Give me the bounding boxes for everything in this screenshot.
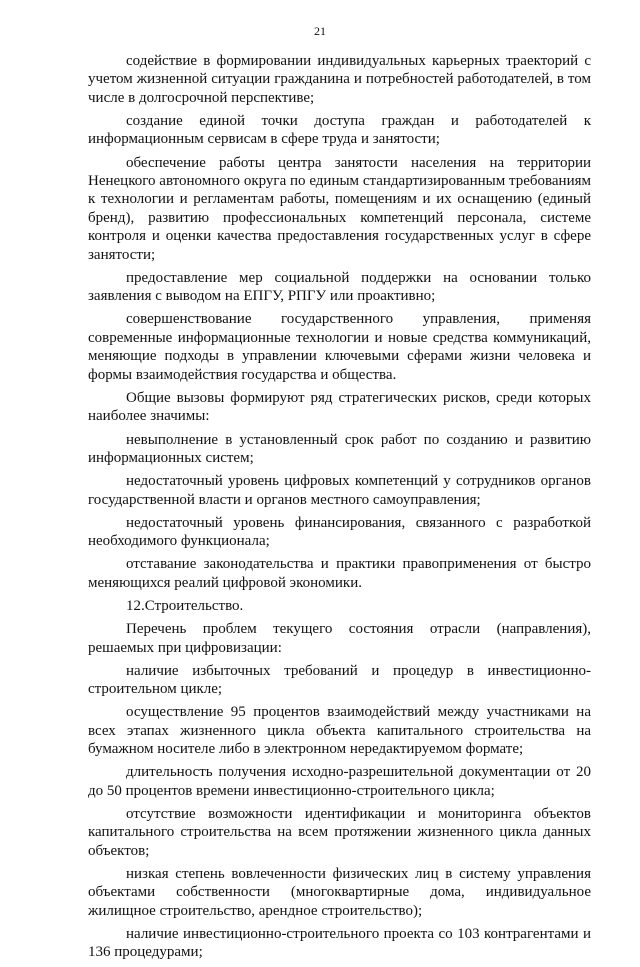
page-number: 21 bbox=[314, 24, 326, 38]
paragraph: длительность получения исходно-разрешительной документации от 20 до 50 процентов времени инвестиционно-строительного цикла; bbox=[88, 764, 591, 799]
paragraph: обеспечение работы центра занятости населения на территории Ненецкого автономного округа по единым стандартизированным требованиям к технологии и регламентам работы, помещениям и их оснащению (единый бренд), развитию профессиональных компетенций персонала, системе контроля и оценки качества предоставления государственных услуг в сфере занятости; bbox=[88, 154, 591, 263]
paragraph: недостаточный уровень финансирования, связанного с разработкой необходимого функционала; bbox=[88, 514, 591, 550]
paragraph: отставание законодательства и практики правоприменения от быстро меняющихся реалий цифровой экономики. bbox=[88, 556, 591, 591]
paragraph: отсутствие возможности идентификации и мониторинга объектов капитального строительства на всем протяжении жизненного цикла данных объектов; bbox=[88, 805, 591, 859]
paragraph: Перечень проблем текущего состояния отрасли (направления), решаемых при цифровизации: bbox=[88, 621, 591, 656]
paragraph: Общие вызовы формируют ряд стратегических рисков, среди которых наиболее значимы: bbox=[88, 389, 591, 425]
paragraph: содействие в формировании индивидуальных карьерных траекторий с учетом жизненной ситуации гражданина и потребностей работодателей, в том числе в долгосрочной перспективе; bbox=[88, 53, 591, 106]
paragraph: наличие избыточных требований и процедур в инвестиционно-строительном цикле; bbox=[88, 662, 591, 698]
paragraph: невыполнение в установленный срок работ по созданию и развитию информационных систем; bbox=[88, 431, 591, 466]
section-heading: 12.Строительство. bbox=[126, 597, 244, 614]
paragraph: осуществление 95 процентов взаимодействий между участниками на всех этапах жизненного цикла объекта капитального строительства на бумажном носителе либо в электронном нередактируемом формате; bbox=[88, 704, 591, 758]
paragraph: низкая степень вовлеченности физических лиц в систему управления объектами собственности (многоквартирные дома, индивидуальное жилищное строительство, арендное строительство); bbox=[88, 866, 591, 919]
paragraph: наличие инвестиционно-строительного проекта со 103 контрагентами и 136 процедурами; bbox=[88, 926, 591, 961]
document-body bbox=[88, 52, 591, 967]
paragraph: недостаточный уровень цифровых компетенций у сотрудников органов государственной власти и органов местного самоуправления; bbox=[88, 473, 591, 508]
paragraph: предоставление мер социальной поддержки на основании только заявления с выводом на ЕПГУ, РПГУ или проактивно; bbox=[88, 269, 591, 305]
paragraph: создание единой точки доступа граждан и работодателей к информационным сервисам в сфере труда и занятости; bbox=[88, 113, 591, 148]
paragraph: совершенствование государственного управления, применяя современные информационные технологии и новые средства коммуникаций, меняющие подходы в управлении ключевыми сферами жизни человека и формы взаимодействия государства и общества. bbox=[88, 311, 591, 383]
